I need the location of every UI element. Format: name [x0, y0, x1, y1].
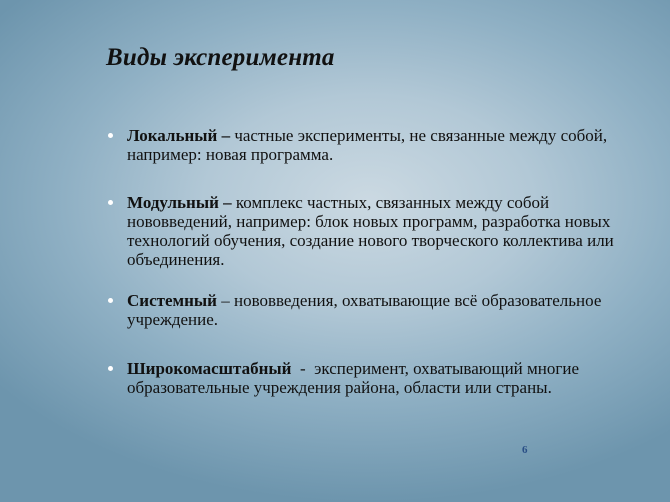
bullet-text: частные эксперименты, не связанные между собой, например: новая программа.	[127, 126, 608, 164]
bullet-item-local	[106, 126, 626, 164]
bullet-text: комплекс частных, связанных между собой нововведений, например: блок новых программ, разработка новых технологий обучения, создание нового творческого коллектива или объединения.	[127, 193, 614, 269]
bullet-dot-icon	[108, 133, 113, 138]
bullet-separator: –	[218, 193, 236, 212]
page-number: 6	[522, 444, 528, 456]
bullet-term: Модульный	[127, 193, 219, 212]
bullet-item-systemic	[106, 291, 626, 329]
bullet-dot-icon	[108, 298, 113, 303]
bullet-text: эксперимент, охватывающий многие образовательные учреждения района, области или страны.	[127, 359, 579, 397]
bullet-item-large-scale	[106, 359, 626, 397]
bullet-term: Широкомасштабный	[127, 359, 292, 378]
bullet-dot-icon	[108, 366, 113, 371]
bullet-separator: -	[291, 359, 315, 378]
bullet-term: Локальный	[127, 126, 218, 145]
bullet-term: Системный	[127, 291, 217, 310]
bullet-item-modular	[106, 193, 626, 269]
slide-title: Виды эксперимента	[106, 44, 335, 71]
bullet-dot-icon	[108, 200, 113, 205]
bullet-separator: –	[216, 291, 234, 310]
bullet-list	[106, 126, 626, 397]
bullet-separator: –	[217, 126, 235, 145]
bullet-text: нововведения, охватывающие всё образовательное учреждение.	[127, 291, 602, 329]
